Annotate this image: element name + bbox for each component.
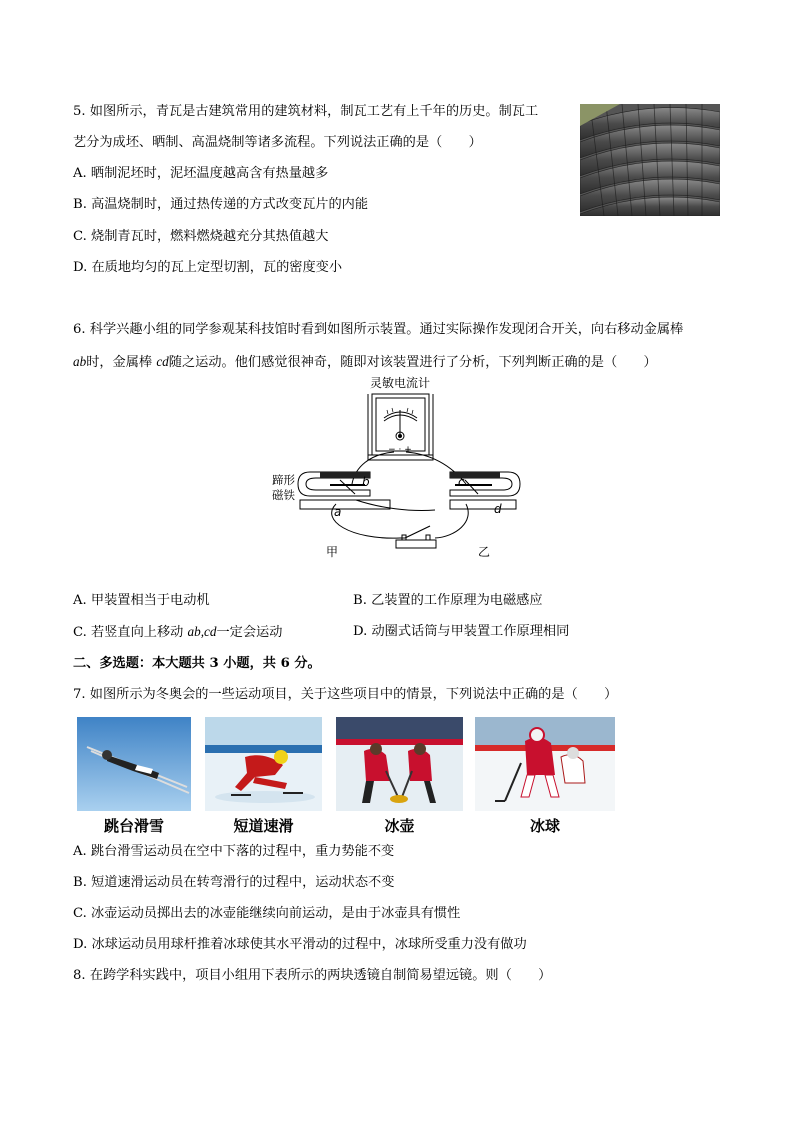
rod-cd-label: cd xyxy=(156,354,169,369)
device-jia-label: 甲 xyxy=(326,545,339,559)
caption-ice-hockey: 冰球 xyxy=(529,817,560,835)
q6-stem-line-2 xyxy=(73,353,657,372)
q5-option-c: C. 烧制青瓦时，燃料燃烧越充分其热值越大 xyxy=(73,229,329,244)
q7-option-d: D. 冰球运动员用球杆推着冰球使其水平滑动的过程中，冰球所受重力没有做功 xyxy=(73,937,527,952)
q6-stem-line-2-part-1: 时，金属棒 xyxy=(86,355,157,370)
point-d-label: d xyxy=(494,502,502,516)
caption-ski-jumping: 跳台滑雪 xyxy=(103,817,164,835)
caption-curling: 冰壶 xyxy=(384,817,415,835)
q5-option-a: A. 晒制泥坯时，泥坯温度越高含有热量越多 xyxy=(73,166,329,181)
roof-tiles-photo xyxy=(580,104,720,216)
q5-option-b: B. 高温烧制时，通过热传递的方式改变瓦片的内能 xyxy=(73,197,369,212)
device-yi-label: 乙 xyxy=(478,545,491,559)
meter-terminal-signs: − · + xyxy=(388,445,412,455)
q7-stem-line-1: 7. 如图所示为冬奥会的一些运动项目，关于这些项目中的情景，下列说法中正确的是（ ） xyxy=(73,687,618,702)
caption-short-track: 短道速滑 xyxy=(233,817,294,835)
q7-option-c: C. 冰壶运动员掷出去的冰壶能继续向前运动，是由于冰壶具有惯性 xyxy=(73,906,461,921)
ski-jumping-photo xyxy=(77,717,191,811)
point-a-label: a xyxy=(334,505,342,519)
left-horseshoe-magnet xyxy=(298,472,390,509)
q6-option-d: D. 动圈式话筒与甲装置工作原理相同 xyxy=(353,624,570,639)
magnet-label-1: 蹄形 xyxy=(272,473,295,487)
q8-stem-line-1: 8. 在跨学科实践中，项目小组用下表所示的两块透镜自制简易望远镜。则（ ） xyxy=(73,968,552,983)
q6-option-c-pre: C. 若竖直向上移动 xyxy=(73,625,188,640)
electromagnetic-device-figure xyxy=(260,372,530,567)
q6-stem-line-2-part-2: 随之运动。他们感觉很神奇，随即对该装置进行了分析，下列判断正确的是（ ） xyxy=(168,355,657,370)
q6-option-c-post: 一定会运动 xyxy=(216,625,283,640)
q7-option-a: A. 跳台滑雪运动员在空中下落的过程中，重力势能不变 xyxy=(73,844,395,859)
q5-stem-line-1: 5. 如图所示，青瓦是古建筑常用的建筑材料，制瓦工艺有上千年的历史。制瓦工 xyxy=(73,104,539,119)
q5-stem-line-2: 艺分为成坯、晒制、高温烧制等诸多流程。下列说法正确的是（ ） xyxy=(73,135,482,150)
q5-option-d: D. 在质地均匀的瓦上定型切割，瓦的密度变小 xyxy=(73,260,343,275)
q6-option-c xyxy=(73,623,282,642)
q6-stem-line-1: 6. 科学兴趣小组的同学参观某科技馆时看到如图所示装置。通过实际操作发现闭合开关，向右移动金属棒 xyxy=(73,322,684,337)
q6-option-c-rods: ab,cd xyxy=(187,624,217,639)
ice-hockey-photo xyxy=(475,717,615,811)
magnet-label-2: 磁铁 xyxy=(272,488,295,502)
point-c-label: c xyxy=(458,475,465,489)
q7-option-b: B. 短道速滑运动员在转弯滑行的过程中，运动状态不变 xyxy=(73,875,395,890)
short-track-speed-skating-photo xyxy=(205,717,322,811)
q6-option-b: B. 乙装置的工作原理为电磁感应 xyxy=(353,593,543,608)
q6-option-a: A. 甲装置相当于电动机 xyxy=(73,593,210,608)
point-b-label: b xyxy=(362,475,370,489)
switch xyxy=(396,526,436,548)
galvanometer-label: 灵敏电流计 xyxy=(369,376,431,390)
curling-photo xyxy=(336,717,463,811)
section-2-title: 二、多选题：本大题共 3 小题，共 6 分。 xyxy=(73,656,321,671)
rod-ab-label: ab xyxy=(73,354,87,369)
